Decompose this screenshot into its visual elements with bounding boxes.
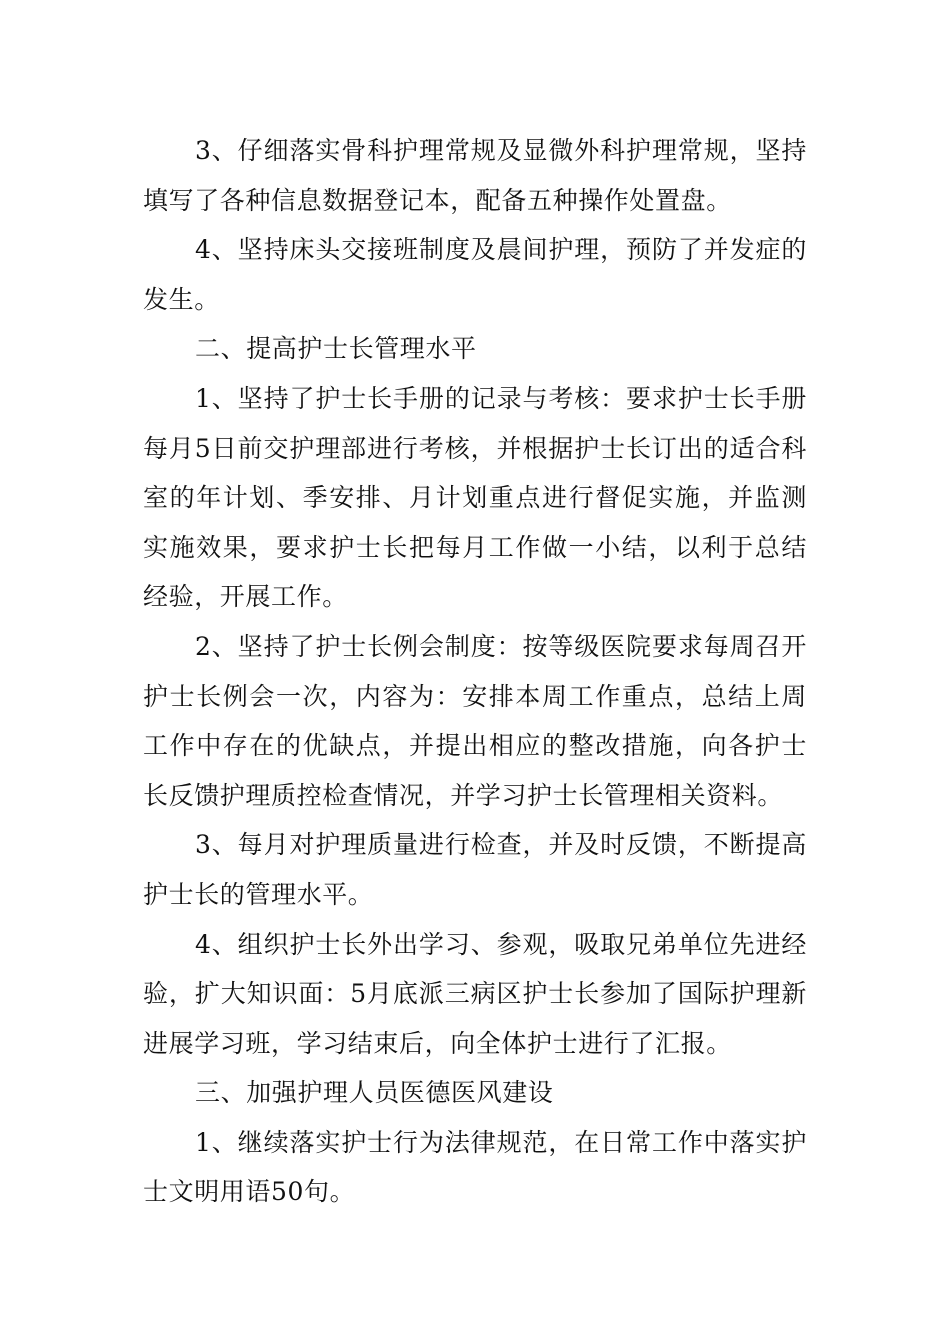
document-body — [143, 126, 807, 1217]
paragraph-item-3-monthly-inspection: 3、每月对护理质量进行检查，并及时反馈，不断提高护士长的管理水平。 — [143, 830, 807, 909]
paragraph-item-3-orthopedic-care: 3、仔细落实骨科护理常规及显微外科护理常规，坚持填写了各种信息数据登记本，配备五种操作处置盘。 — [143, 136, 807, 215]
paragraph-item-1-head-nurse-manual: 1、坚持了护士长手册的记录与考核：要求护士长手册每月5日前交护理部进行考核，并根据护士长订出的适合科室的年计划、季安排、月计划重点进行督促实施，并监测实施效果，要求护士长把每月工作做一小结，以利于总结经验，开展工作。 — [143, 383, 807, 612]
paragraph-item-4-bedside-handover: 4、坚持床头交接班制度及晨间护理，预防了并发症的发生。 — [143, 235, 807, 314]
section-heading-2: 二、提高护士长管理水平 — [195, 334, 477, 364]
paragraph-item-4-external-study: 4、组织护士长外出学习、参观，吸取兄弟单位先进经验，扩大知识面：5月底派三病区护士长参加了国际护理新进展学习班，学习结束后，向全体护士进行了汇报。 — [143, 929, 807, 1058]
paragraph-item-1-code-of-conduct: 1、继续落实护士行为法律规范，在日常工作中落实护士文明用语50句。 — [143, 1127, 807, 1207]
paragraph-item-2-weekly-meeting: 2、坚持了护士长例会制度：按等级医院要求每周召开护士长例会一次，内容为：安排本周工作重点，总结上周工作中存在的优缺点，并提出相应的整改措施，向各护士长反馈护理质控检查情况，并学习护士长管理相关资料。 — [143, 631, 807, 810]
section-heading-3: 三、加强护理人员医德医风建设 — [195, 1078, 554, 1108]
